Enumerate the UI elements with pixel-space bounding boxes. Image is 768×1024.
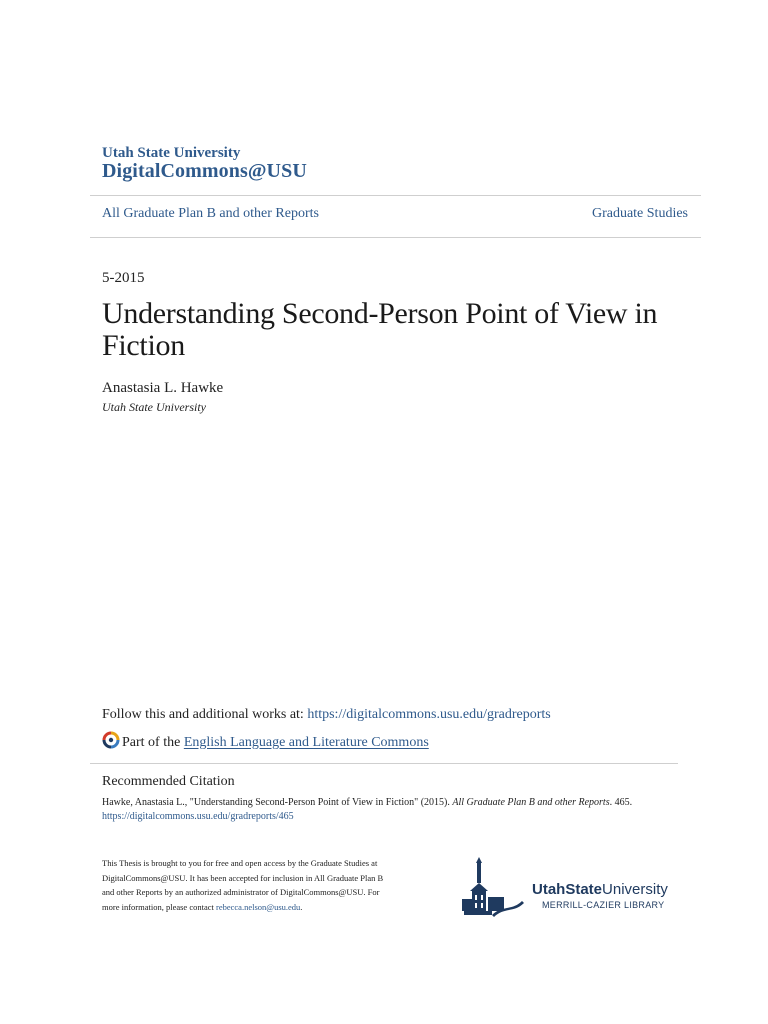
author-affiliation: Utah State University [102,400,206,414]
document-title: Understanding Second-Person Point of View in Fiction [102,297,658,362]
notice-text: This Thesis is brought to you for free and open access by the Graduate Studies at DigitalCommons@USU. It has been accepted for inclusion in All Graduate Plan B and other Reports by an authorized administrator of DigitalCommons@USU. For more information, please contact [102,858,384,912]
repository-name[interactable]: DigitalCommons@USU [102,160,307,182]
follow-prefix: Follow this and additional works at: [102,707,308,722]
citation-main: Hawke, Anastasia L., "Understanding Second-Person Point of View in Fiction" (2015). [102,797,453,808]
library-subtitle: MERRILL-CAZIER LIBRARY [542,900,665,910]
author-name: Anastasia L. Hawke [102,380,224,396]
citation-url-link[interactable]: https://digitalcommons.usu.edu/gradreports/465 [102,811,294,822]
part-of-line [102,731,429,754]
bepress-commons-icon [102,731,122,754]
english-commons-link[interactable]: English Language and Literature Commons [183,734,429,750]
access-notice [102,856,392,914]
graduate-studies-link[interactable]: Graduate Studies [591,206,688,221]
citation-series: All Graduate Plan B and other Reports [452,797,610,808]
divider [90,237,701,238]
citation-heading: Recommended Citation [102,774,235,789]
contact-email-link[interactable]: rebecca.nelson@usu.edu [216,901,301,912]
divider [90,763,678,764]
part-of-prefix: Part of the [122,734,181,750]
notice-end: . [300,901,303,912]
series-link[interactable]: All Graduate Plan B and other Reports [102,206,319,221]
citation-end: . 465. [609,797,633,808]
wordmark-regular: University [602,881,668,898]
follow-line [102,707,551,723]
citation-text [102,796,702,824]
gradreports-link[interactable]: https://digitalcommons.usu.edu/gradreports [307,707,551,722]
wordmark-bold: UtahState [532,881,603,898]
old-main-building-icon [462,857,524,917]
institution-name: Utah State University [102,145,241,161]
library-logo [462,855,672,919]
divider [90,195,701,196]
publication-date: 5-2015 [102,270,145,286]
library-wordmark [532,881,668,898]
